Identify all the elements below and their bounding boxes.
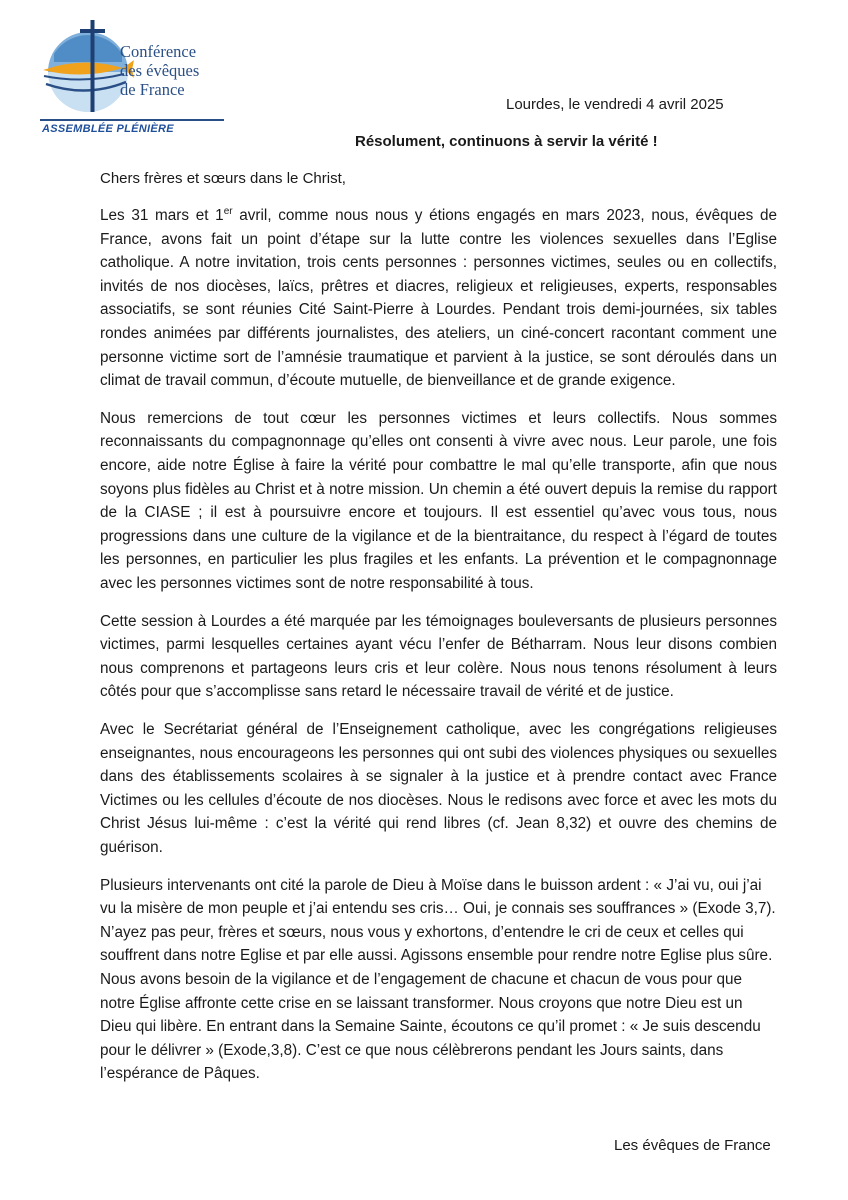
- salutation: Chers frères et sœurs dans le Christ,: [100, 170, 346, 187]
- org-name: [120, 42, 199, 99]
- letter-body: [100, 200, 777, 1100]
- paragraph-2: Nous remercions de tout cœur les personnes victimes et leurs collectifs. Nous sommes reconnaissants du compagnonnage qu’elles ont consenti à vivre avec nous. Leur parole, une fois encore, aide notre Église à faire la vérité pour combattre le mal qu’elle transporte, afin que nous soyons plus fidèles au Christ et à notre mission. Un chemin a été ouvert depuis la remise du rapport de la CIASE ; il est à poursuivre encore et toujours. Il est essentiel qu’avec vous tous, nous progressions dans une culture de la vigilance et de la bientraitance, du respect à l’égard de toutes les personnes, en particulier les plus fragiles et les enfants. La prévention et le compagnonnage avec les personnes victimes sont de notre responsabilité à tous.: [100, 409, 777, 592]
- paragraph-4: Avec le Secrétariat général de l’Enseignement catholique, avec les congrégations religieuses enseignantes, nous encourageons les personnes qui ont subi des violences physiques ou sexuelles dans des établissements scolaires à se signaler à la justice et à prendre contact avec France Victimes ou les cellules d’écoute de nos diocèses. Nous le redisons avec force et avec les mots du Christ Jésus lui-même : c’est la vérité qui rend libres (cf. Jean 8,32) et ouvre des chemins de guérison.: [100, 720, 777, 856]
- org-name-line1: Conférence: [120, 42, 197, 61]
- header-divider: [40, 119, 224, 121]
- paragraph-1-rest: avril, comme nous nous y étions engagés en mars 2023, nous, évêques de France, avons fait un point d’étape sur la lutte contre les violences sexuelles dans l’Eglise catholique. A notre invitation, trois cents personnes : personnes victimes, seules ou en collectifs, invités de nos diocèses, laïcs, prêtres et diacres, religieux et religieuses, experts, responsables associatifs, se sont réunies Cité Saint-Pierre à Lourdes. Pendant trois demi-journées, six tables rondes animées par différents journalistes, des ateliers, un ciné-concert racontant comment une personne victime sort de l’amnésie traumatique et parvient à la justice, se sont déroulés dans un climat de travail commun, d’écoute mutuelle, de bienveillance et de grande exigence.: [100, 207, 777, 390]
- paragraph-5: Plusieurs intervenants ont cité la parole de Dieu à Moïse dans le buisson ardent : « J’ai vu, oui j’ai vu la misère de mon peuple et j’ai entendu ses cris… Oui, je connais ses souffrances » (Exode 3,7). N’ayez pas peur, frères et sœurs, nous vous y exhortons, d’entendre le cri de ceux et celles qui souffrent dans notre Eglise et par elle aussi. Agissons ensemble pour rendre notre Eglise plus sûre. Nous avons besoin de la vigilance et de l’engagement de chacune et chacun de vous pour que notre Église affronte cette crise en se laissant transformer. Nous croyons que notre Dieu est un Dieu qui libère. En entrant dans la Semaine Sainte, écoutons ce qu’il promet : « Je suis descendu pour le délivrer » (Exode,3,8). C’est ce que nous célèbrerons pendant les Jours saints, dans l’espérance de Pâques.: [100, 876, 776, 1083]
- paragraph-1-start: Les 31 mars et 1: [100, 207, 224, 225]
- org-name-line2: des évêques: [120, 61, 200, 80]
- letter-title: Résolument, continuons à servir la vérité !: [355, 133, 658, 150]
- paragraph-3: Cette session à Lourdes a été marquée par les témoignages bouleversants de plusieurs personnes victimes, parmi lesquelles certaines ayant vécu l’enfer de Bétharram. Nous leur disons combien nous comprenons et partageons leurs cris et leur colère. Nous nous tenons résolument à leurs côtés pour que s’accomplisse sans retard le nécessaire travail de vérité et de justice.: [100, 612, 777, 701]
- assembly-label: ASSEMBLÉE PLÉNIÈRE: [42, 123, 174, 135]
- ordinal-superscript: er: [223, 206, 233, 217]
- paragraph-1: [100, 200, 777, 393]
- signature: Les évêques de France: [614, 1137, 771, 1154]
- org-name-line3: de France: [120, 80, 185, 99]
- dateline: Lourdes, le vendredi 4 avril 2025: [506, 96, 724, 113]
